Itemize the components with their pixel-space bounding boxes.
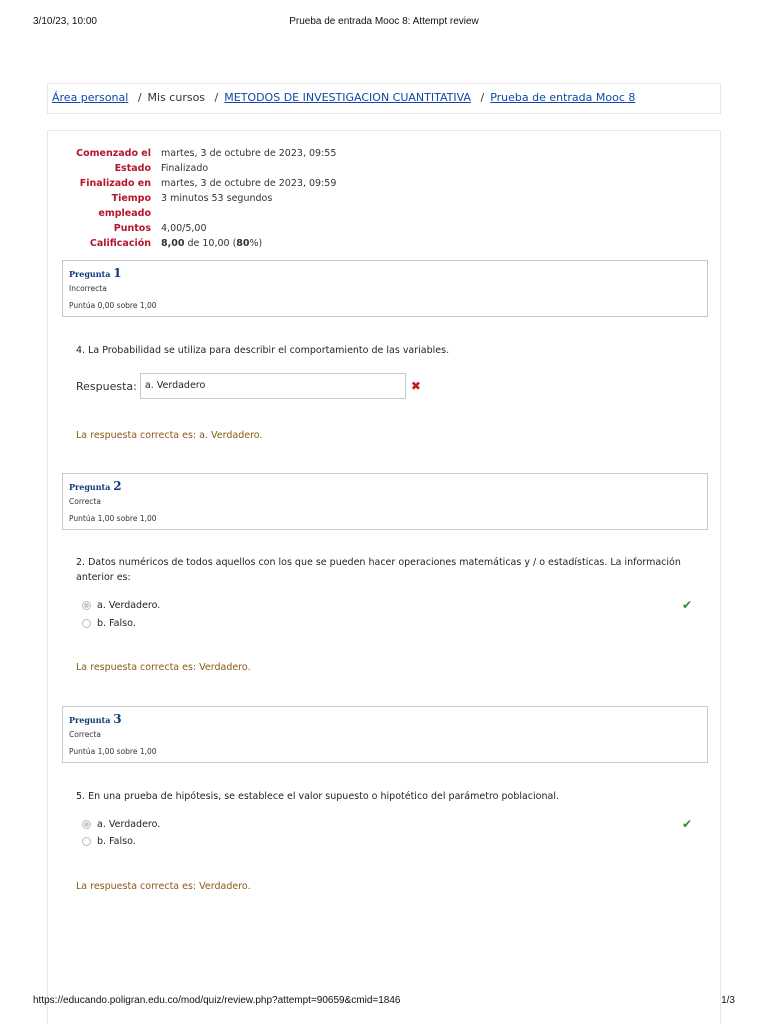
breadcrumb-quiz[interactable]: Prueba de entrada Mooc 8 — [490, 91, 636, 104]
option-label: a. Verdadero. — [97, 819, 161, 830]
question-info-2 — [62, 473, 708, 530]
question-grade: Puntúa 0,00 sobre 1,00 — [69, 301, 157, 310]
option-a[interactable] — [82, 600, 160, 611]
breadcrumb — [47, 83, 721, 114]
print-footer — [0, 995, 768, 1009]
summary-value: 3 minutos 53 segundos — [161, 193, 273, 204]
question-number-value: 2 — [113, 479, 122, 493]
question-info-1 — [62, 260, 708, 317]
summary-row-started — [48, 146, 336, 161]
breadcrumb-separator: / — [137, 91, 142, 104]
radio-button[interactable] — [82, 820, 91, 829]
summary-value — [161, 236, 262, 251]
check-icon: ✔ — [682, 598, 693, 612]
summary-label: Estado — [114, 163, 151, 174]
question-grade: Puntúa 1,00 sobre 1,00 — [69, 514, 157, 523]
summary-label: Finalizado en — [79, 178, 151, 189]
summary-row-grade — [48, 236, 336, 251]
option-label: b. Falso. — [97, 618, 136, 629]
radio-button[interactable] — [82, 601, 91, 610]
question-text-3: 5. En una prueba de hipótesis, se establece el valor supuesto o hipotético del parámetro poblacional. — [76, 791, 559, 802]
question-prefix: Pregunta — [69, 482, 111, 492]
summary-label — [48, 191, 161, 221]
summary-value: 4,00/5,00 — [161, 223, 207, 234]
breadcrumb-separator: / — [480, 91, 485, 104]
option-b[interactable] — [82, 836, 136, 847]
question-number — [69, 479, 701, 493]
summary-row-state — [48, 161, 336, 176]
question-info-3 — [62, 706, 708, 763]
answer-row — [76, 373, 421, 399]
print-header — [0, 16, 768, 30]
question-text-1: 4. La Probabilidad se utiliza para describir el comportamiento de las variables. — [76, 345, 450, 356]
question-prefix: Pregunta — [69, 715, 111, 725]
answer-input[interactable]: a. Verdadero — [140, 373, 406, 399]
question-state: Correcta — [69, 730, 101, 739]
grade-value: 8,00 — [161, 238, 185, 249]
breadcrumb-area-personal[interactable]: Área personal — [52, 91, 129, 104]
check-icon: ✔ — [682, 817, 693, 831]
grade-percent-suffix: %) — [249, 238, 263, 249]
question-number-value: 3 — [113, 712, 122, 726]
breadcrumb-separator: / — [214, 91, 219, 104]
right-answer-feedback-2: La respuesta correcta es: Verdadero. — [76, 662, 251, 673]
summary-row-time — [48, 191, 336, 221]
summary-value: martes, 3 de octubre de 2023, 09:55 — [161, 148, 337, 159]
summary-label-line: Tiempo — [111, 193, 151, 204]
question-number — [69, 266, 701, 280]
radio-button[interactable] — [82, 619, 91, 628]
page-number: 1/3 — [721, 995, 735, 1006]
question-text-2: 2. Datos numéricos de todos aquellos con los que se pueden hacer operaciones matemáticas y / o estadísticas. La información anterior es: — [76, 557, 681, 583]
print-title: Prueba de entrada Mooc 8: Attempt review — [289, 16, 479, 27]
attempt-summary — [48, 146, 336, 251]
radio-button[interactable] — [82, 837, 91, 846]
question-prefix: Pregunta — [69, 269, 111, 279]
question-grade: Puntúa 1,00 sobre 1,00 — [69, 747, 157, 756]
grade-max: de 10,00 ( — [184, 238, 237, 249]
print-date: 3/10/23, 10:00 — [33, 16, 97, 27]
question-number-value: 1 — [113, 266, 122, 280]
question-state: Incorrecta — [69, 284, 107, 293]
option-label: b. Falso. — [97, 836, 136, 847]
print-url: https://educando.poligran.edu.co/mod/quiz/review.php?attempt=90659&cmid=1846 — [33, 995, 401, 1006]
cross-icon: ✖ — [410, 379, 421, 393]
grade-percent: 80 — [236, 238, 250, 249]
option-label: a. Verdadero. — [97, 600, 161, 611]
option-b[interactable] — [82, 618, 136, 629]
summary-value: martes, 3 de octubre de 2023, 09:59 — [161, 178, 337, 189]
summary-row-finished — [48, 176, 336, 191]
right-answer-feedback-1: La respuesta correcta es: a. Verdadero. — [76, 430, 263, 441]
summary-label: Calificación — [89, 238, 151, 249]
summary-value: Finalizado — [161, 163, 209, 174]
quiz-review-main — [47, 130, 721, 1024]
summary-label-line: empleado — [98, 208, 151, 219]
breadcrumb-course[interactable]: METODOS DE INVESTIGACION CUANTITATIVA — [224, 91, 471, 104]
summary-row-points — [48, 221, 336, 236]
summary-label: Comenzado el — [76, 148, 151, 159]
question-number — [69, 712, 701, 726]
answer-label: Respuesta: — [76, 379, 137, 393]
question-state: Correcta — [69, 497, 101, 506]
summary-label: Puntos — [113, 223, 151, 234]
breadcrumb-mis-cursos: Mis cursos — [147, 91, 206, 104]
right-answer-feedback-3: La respuesta correcta es: Verdadero. — [76, 881, 251, 892]
option-a[interactable] — [82, 819, 160, 830]
